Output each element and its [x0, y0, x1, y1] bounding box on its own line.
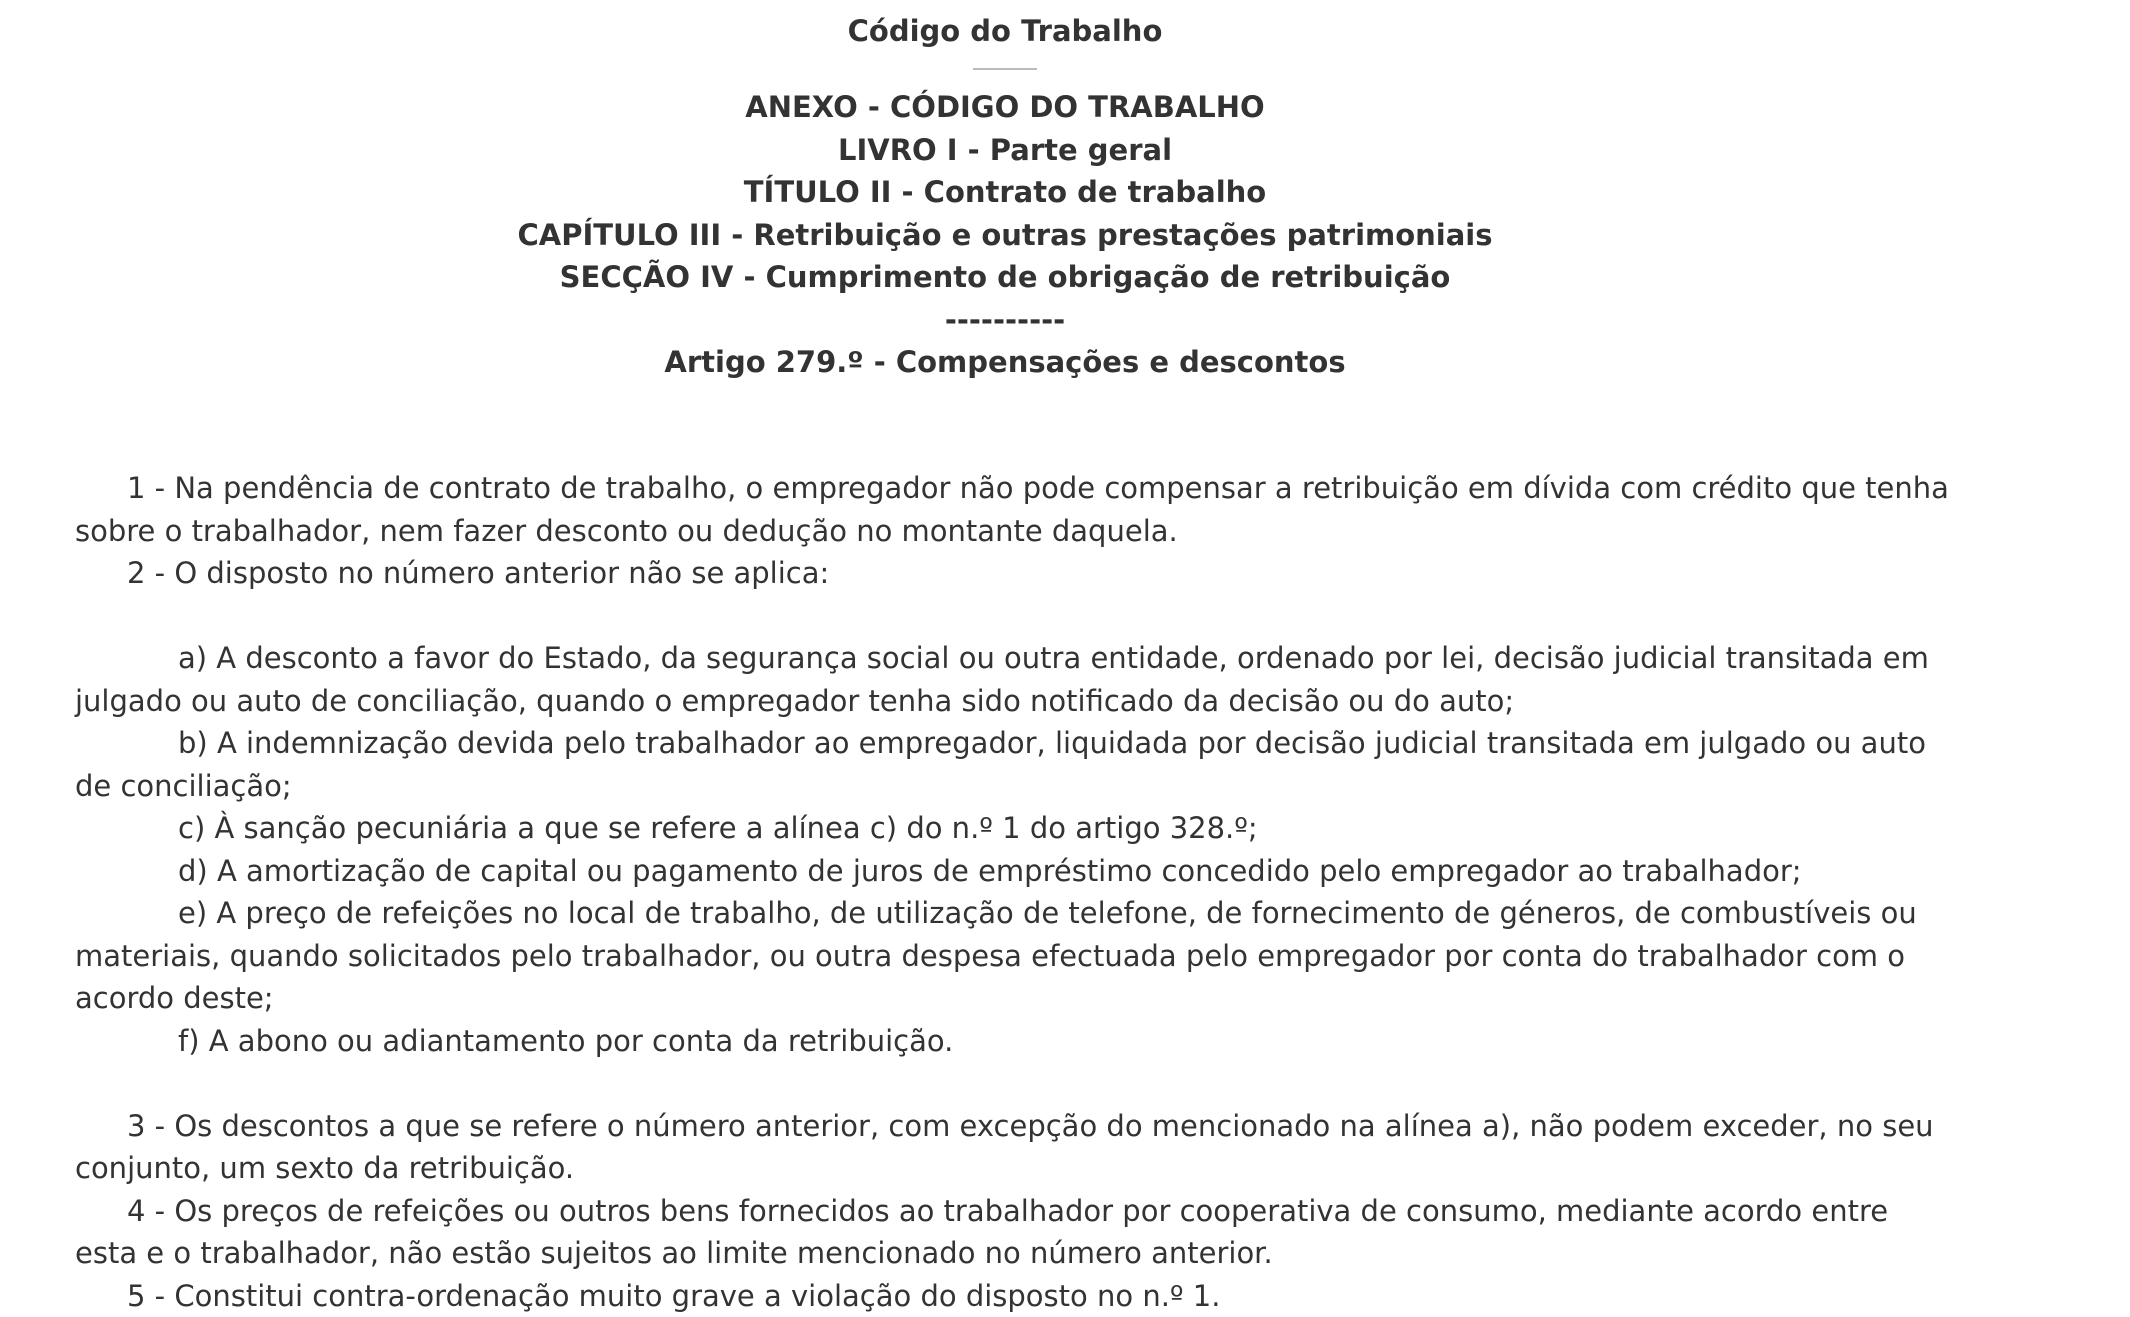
item-f: f) A abono ou adiantamento por conta da retribuição. — [75, 1020, 1955, 1063]
item-d: d) A amortização de capital ou pagamento de juros de empréstimo concedido pelo empregador ao trabalhador; — [75, 850, 1955, 893]
spacer — [75, 1062, 1955, 1105]
document-title: Código do Trabalho — [0, 10, 2010, 52]
paragraph-2: 2 - O disposto no número anterior não se aplica: — [75, 552, 1955, 595]
article-body — [75, 467, 1955, 1317]
heading-seccao: SECÇÃO IV - Cumprimento de obrigação de retribuição — [0, 256, 2010, 299]
item-c: c) À sanção pecuniária a que se refere a alínea c) do n.º 1 do artigo 328.º; — [75, 807, 1955, 850]
heading-titulo: TÍTULO II - Contrato de trabalho — [0, 171, 2010, 214]
item-b: b) A indemnização devida pelo trabalhador ao empregador, liquidada por decisão judicial transitada em julgado ou auto de conciliação; — [75, 722, 1955, 807]
paragraph-4: 4 - Os preços de refeições ou outros bens fornecidos ao trabalhador por cooperativa de consumo, mediante acordo entre esta e o trabalhador, não estão sujeitos ao limite mencionado no número anterior. — [75, 1190, 1955, 1275]
paragraph-1: 1 - Na pendência de contrato de trabalho, o empregador não pode compensar a retribuição em dívida com crédito que tenha sobre o trabalhador, nem fazer desconto ou dedução no montante daquela. — [75, 467, 1955, 552]
item-e: e) A preço de refeições no local de trabalho, de utilização de telefone, de fornecimento de géneros, de combustíveis ou materiais, quando solicitados pelo trabalhador, ou outra despesa efectuada pelo empregador por conta do trabalhador com o acordo deste; — [75, 892, 1955, 1020]
document-header — [0, 10, 2010, 384]
article-title: Artigo 279.º - Compensações e descontos — [0, 341, 2010, 384]
item-a: a) A desconto a favor do Estado, da segurança social ou outra entidade, ordenado por lei, decisão judicial transitada em julgado ou auto de conciliação, quando o empregador tenha sido notificado da decisão ou do auto; — [75, 637, 1955, 722]
title-divider — [973, 68, 1037, 70]
heading-livro: LIVRO I - Parte geral — [0, 129, 2010, 172]
spacer — [75, 595, 1955, 638]
heading-separator: ---------- — [0, 299, 2010, 342]
paragraph-3: 3 - Os descontos a que se refere o número anterior, com excepção do mencionado na alínea a), não podem exceder, no seu conjunto, um sexto da retribuição. — [75, 1105, 1955, 1190]
heading-capitulo: CAPÍTULO III - Retribuição e outras prestações patrimoniais — [0, 214, 2010, 257]
heading-anexo: ANEXO - CÓDIGO DO TRABALHO — [0, 86, 2010, 129]
paragraph-5: 5 - Constitui contra-ordenação muito grave a violação do disposto no n.º 1. — [75, 1275, 1955, 1317]
